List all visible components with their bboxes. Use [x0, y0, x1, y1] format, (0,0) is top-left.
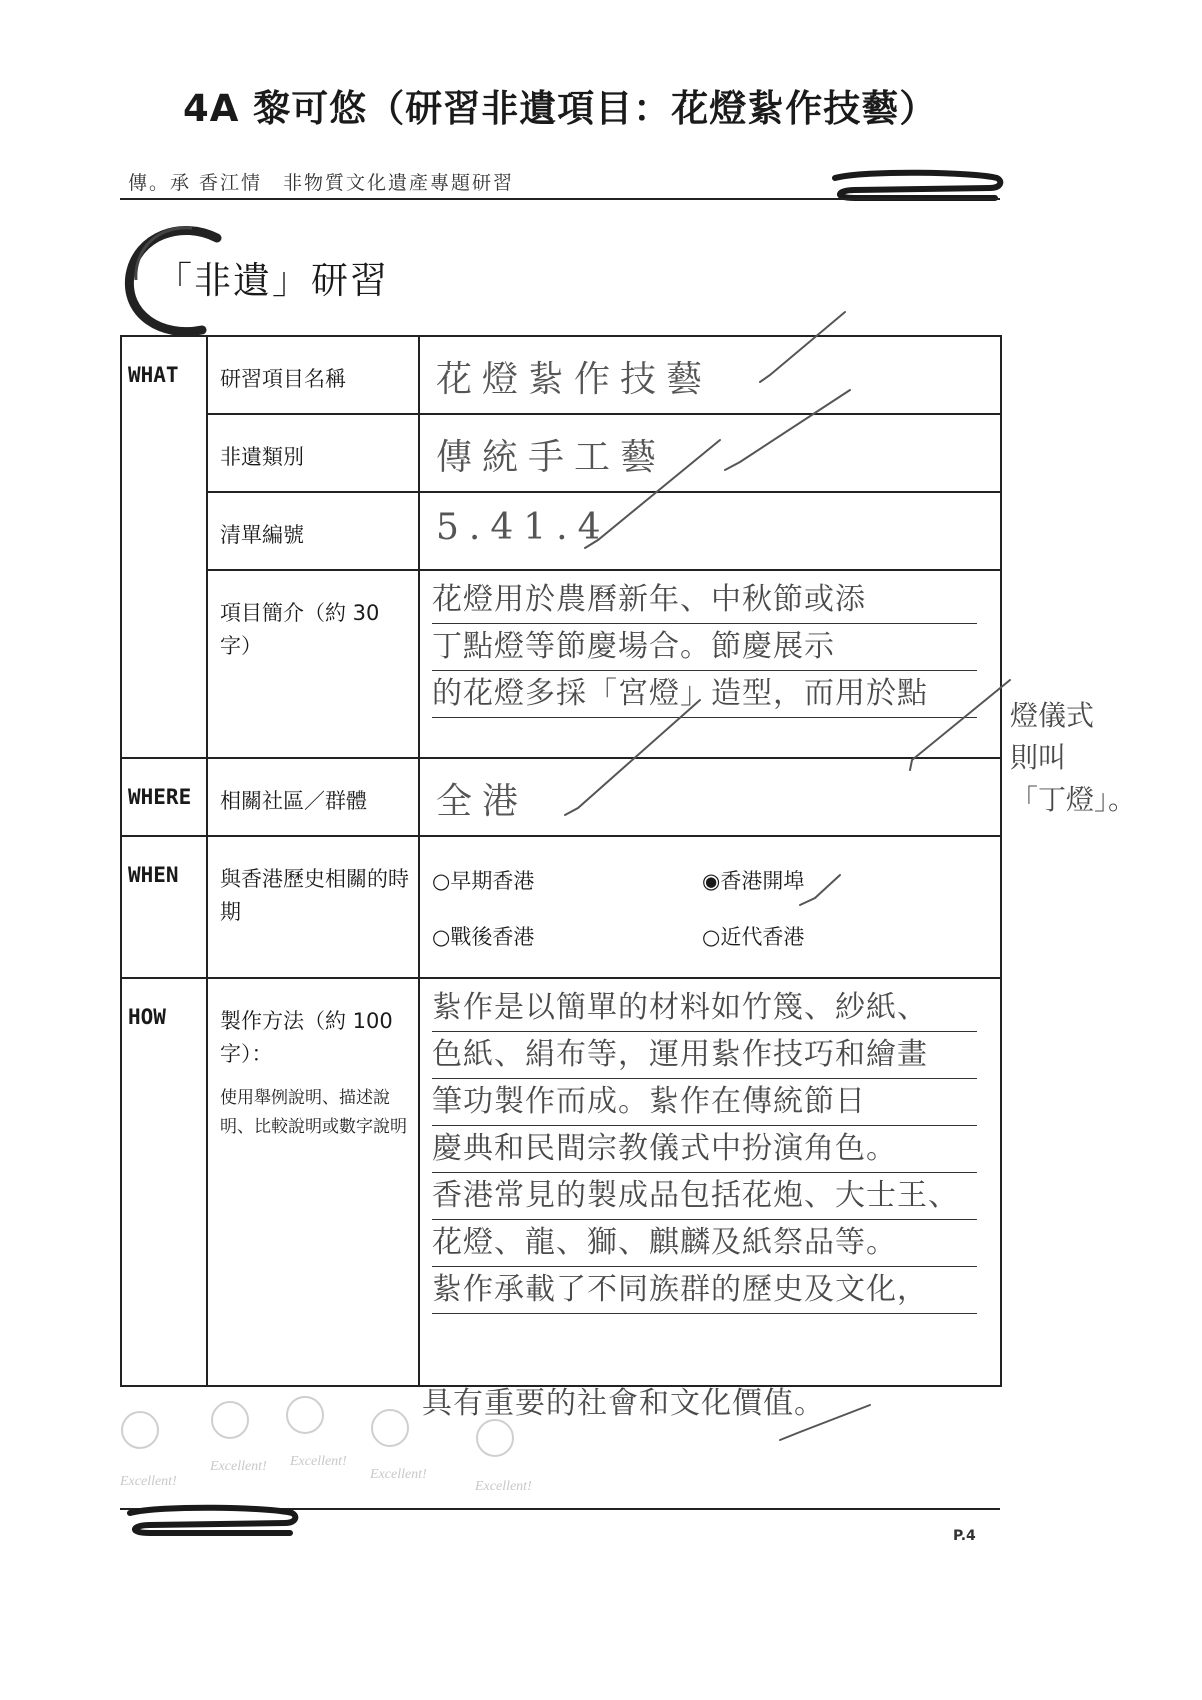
- method-label: 製作方法（約 100 字）：: [220, 1009, 393, 1066]
- period-option-modern[interactable]: ○近代香港: [702, 925, 805, 949]
- method-overflow-line: 具有重要的社會和文化價值。: [422, 1386, 825, 1421]
- header-text: 傳。承 香江情 非物質文化遺產專題研習: [128, 172, 515, 194]
- stamp-icon: [122, 1412, 158, 1448]
- method-line: 慶典和民間宗教儀式中扮演角色。: [432, 1126, 977, 1173]
- method-answer: [419, 978, 1001, 1386]
- stamp-icon: [477, 1420, 513, 1456]
- intro-answer: [419, 570, 1001, 758]
- research-form-table: [120, 335, 1002, 1387]
- stamp-icon: [287, 1397, 323, 1433]
- period-option-postwar[interactable]: ○戰後香港: [432, 925, 535, 949]
- row-category-type: [121, 414, 1001, 492]
- category-how: HOW: [121, 978, 207, 1386]
- project-name-label: 研習項目名稱: [207, 336, 419, 414]
- intro-line: 的花燈多採「宮燈」造型，而用於點: [432, 671, 977, 718]
- method-line: 筆功製作而成。紥作在傳統節日: [432, 1079, 977, 1126]
- stamp-label: Excellent!: [210, 1459, 267, 1474]
- list-code-answer: 5.41.4: [419, 492, 1001, 570]
- row-project-name: [121, 336, 1001, 414]
- row-intro: [121, 570, 1001, 758]
- period-option-opening[interactable]: ◉香港開埠: [702, 869, 805, 893]
- method-line: 香港常見的製成品包括花炮、大士王、: [432, 1173, 977, 1220]
- margin-note-line: 燈儀式: [1010, 699, 1095, 732]
- period-option-early[interactable]: ○早期香港: [432, 869, 535, 893]
- category-where: WHERE: [121, 758, 207, 836]
- stamp-label: Excellent!: [120, 1474, 177, 1489]
- list-code-label: 清單編號: [207, 492, 419, 570]
- row-list-code: [121, 492, 1001, 570]
- heritage-type-answer: 傳統手工藝: [419, 414, 1001, 492]
- margin-note-line: 則叫: [1010, 741, 1067, 774]
- row-when: [121, 836, 1001, 978]
- period-label: 與香港歷史相關的時期: [207, 836, 419, 978]
- section-title: 「非遺」研習: [155, 259, 389, 302]
- method-label-cell: [207, 978, 419, 1386]
- stamp-label: Excellent!: [290, 1454, 347, 1469]
- period-options: [419, 836, 1001, 978]
- page-number: P.4: [953, 1528, 976, 1544]
- method-line: 紥作是以簡單的材料如竹篾、紗紙、: [432, 985, 977, 1032]
- method-hint: 使用舉例說明、描述說明、比較說明或數字說明: [220, 1088, 407, 1137]
- method-line: 紥作承載了不同族群的歷史及文化，: [432, 1267, 977, 1314]
- category-when: WHEN: [121, 836, 207, 978]
- community-label: 相關社區／群體: [207, 758, 419, 836]
- intro-line: 丁點燈等節慶場合。節慶展示: [432, 624, 977, 671]
- stamp-label: Excellent!: [475, 1479, 532, 1494]
- project-name-answer: 花燈紥作技藝: [419, 336, 1001, 414]
- heritage-type-label: 非遺類別: [207, 414, 419, 492]
- brush-stroke-decoration: [120, 1503, 300, 1539]
- row-where: [121, 758, 1001, 836]
- stamp-label: Excellent!: [370, 1467, 427, 1482]
- method-line: 色紙、絹布等，運用紥作技巧和繪畫: [432, 1032, 977, 1079]
- margin-note-line: 「丁燈」。: [1010, 783, 1137, 816]
- category-what: WHAT: [121, 336, 207, 758]
- method-line: 花燈、龍、獅、麒麟及紙祭品等。: [432, 1220, 977, 1267]
- page-title: 4A 黎可悠（研習非遺項目：花燈紥作技藝）: [183, 87, 938, 130]
- community-answer: 全港: [419, 758, 1001, 836]
- row-how: [121, 978, 1001, 1386]
- stamp-icon: [372, 1410, 408, 1446]
- header-rule: [120, 198, 1000, 200]
- excellent-stamps: [100, 1390, 550, 1500]
- intro-label: 項目簡介（約 30 字）: [207, 570, 419, 758]
- intro-line: 花燈用於農曆新年、中秋節或添: [432, 577, 977, 624]
- stamp-icon: [212, 1402, 248, 1438]
- margin-note: [1010, 695, 1136, 821]
